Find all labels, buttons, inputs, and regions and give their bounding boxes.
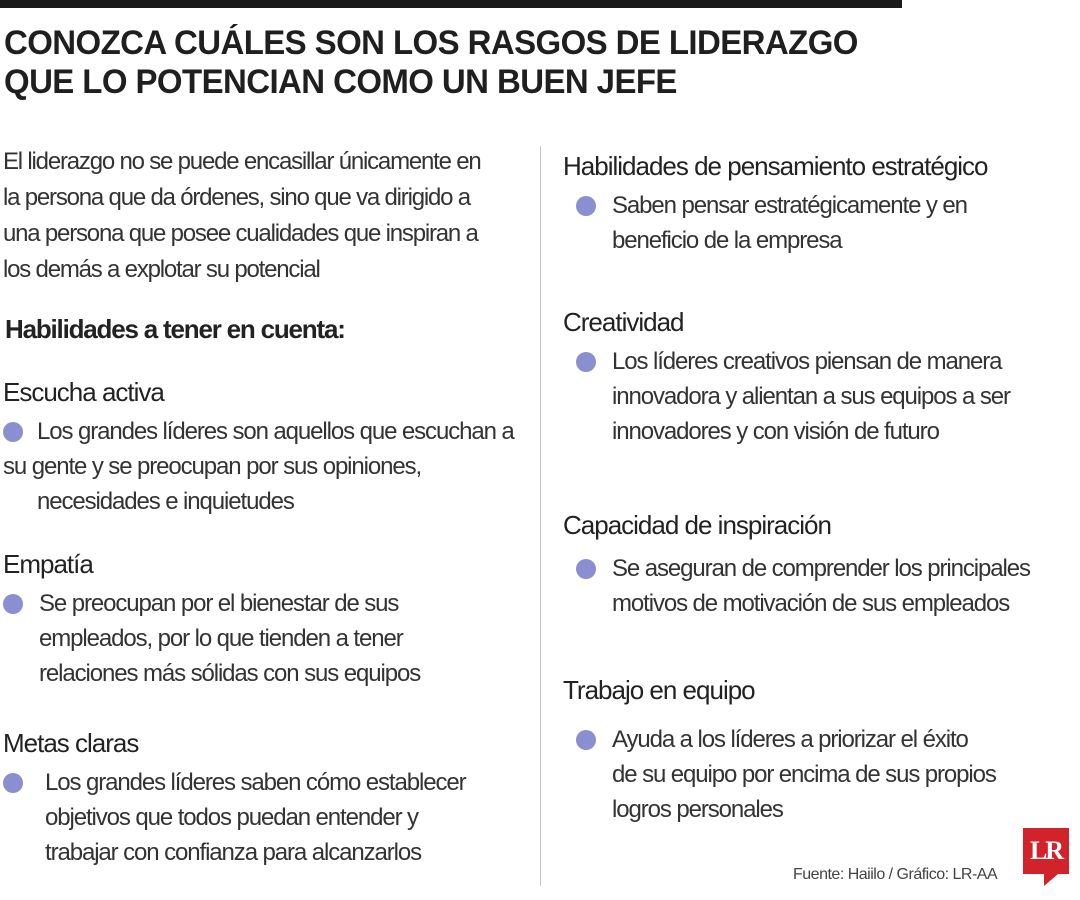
section-title: Creatividad bbox=[563, 307, 684, 337]
bullet-dot-icon bbox=[576, 196, 596, 216]
lr-logo-tail bbox=[1044, 874, 1058, 886]
section-title: Habilidades de pensamiento estratégico bbox=[563, 151, 988, 181]
section-empatia bbox=[3, 546, 523, 691]
bullet-line: trabajar con confianza para alcanzarlos bbox=[45, 839, 422, 866]
title-line-2: QUE LO POTENCIAN COMO UN BUEN JEFE bbox=[4, 63, 677, 101]
bullet-text bbox=[563, 344, 1063, 449]
bullet-line: Se aseguran de comprender los principales bbox=[612, 555, 1030, 582]
intro-paragraph bbox=[3, 144, 523, 288]
bullet-line: motivos de motivación de sus empleados bbox=[612, 590, 1010, 617]
bullet-line: Los líderes creativos piensan de manera bbox=[612, 348, 1002, 375]
bullet-line: su gente y se preocupan por sus opiniones, bbox=[3, 453, 422, 480]
section-title: Metas claras bbox=[3, 728, 139, 758]
title-line-1: CONOZCA CUÁLES SON LOS RASGOS DE LIDERAZGO bbox=[4, 24, 858, 62]
section-title: Empatía bbox=[3, 549, 93, 579]
bullet-item bbox=[3, 765, 523, 870]
bullet-text bbox=[3, 414, 523, 519]
bullet-item bbox=[563, 188, 1063, 258]
section-title: Capacidad de inspiración bbox=[563, 510, 831, 540]
bullet-line: Se preocupan por el bienestar de sus bbox=[39, 590, 399, 617]
bullet-line: innovadores y con visión de futuro bbox=[612, 418, 939, 445]
bullet-item bbox=[3, 586, 523, 691]
top-rule bbox=[0, 0, 902, 8]
bullet-dot-icon bbox=[576, 730, 596, 750]
bullet-dot-icon bbox=[576, 559, 596, 579]
source-credit: Fuente: Haiilo / Gráfico: LR-AA bbox=[793, 866, 998, 883]
section-pensamiento-estrategico bbox=[563, 148, 1063, 258]
bullet-line: Saben pensar estratégicamente y en bbox=[612, 192, 967, 219]
bullet-text bbox=[563, 551, 1063, 621]
bullet-dot-icon bbox=[3, 594, 23, 614]
bullet-line: beneficio de la empresa bbox=[612, 227, 842, 254]
section-creatividad bbox=[563, 304, 1063, 449]
bullet-line: empleados, por lo que tienden a tener bbox=[39, 625, 403, 652]
bullet-item bbox=[563, 551, 1063, 621]
intro-line: una persona que posee cualidades que inspiran a bbox=[3, 220, 478, 247]
bullet-item bbox=[563, 344, 1063, 449]
section-trabajo-equipo bbox=[563, 672, 1063, 827]
bullet-line: logros personales bbox=[612, 796, 783, 823]
bullet-text bbox=[3, 586, 523, 691]
section-title: Escucha activa bbox=[3, 377, 164, 407]
lr-logo: LR bbox=[1023, 828, 1069, 874]
page-title bbox=[4, 24, 1032, 102]
bullet-text bbox=[563, 722, 1063, 827]
bullet-item bbox=[3, 414, 523, 519]
bullet-text bbox=[563, 188, 1063, 258]
bullet-line: necesidades e inquietudes bbox=[37, 488, 294, 515]
section-metas-claras bbox=[3, 725, 523, 870]
bullet-dot-icon bbox=[576, 352, 596, 372]
bullet-text bbox=[3, 765, 523, 870]
bullet-line: relaciones más sólidas con sus equipos bbox=[39, 660, 421, 687]
intro-line: los demás a explotar su potencial bbox=[3, 256, 320, 283]
bullet-item bbox=[563, 722, 1063, 827]
bullet-line: innovadora y alientan a sus equipos a ser bbox=[612, 383, 1010, 410]
bullet-line: objetivos que todos puedan entender y bbox=[45, 804, 418, 831]
intro-line: la persona que da órdenes, sino que va dirigido a bbox=[3, 184, 470, 211]
bullet-dot-icon bbox=[3, 773, 23, 793]
section-escucha-activa bbox=[3, 374, 523, 519]
bullet-dot-icon bbox=[3, 422, 23, 442]
section-title: Trabajo en equipo bbox=[563, 675, 755, 705]
bullet-line: Los grandes líderes son aquellos que escuchan a bbox=[37, 418, 514, 445]
bullet-line: Ayuda a los líderes a priorizar el éxito bbox=[612, 726, 968, 753]
section-capacidad-inspiracion bbox=[563, 507, 1063, 621]
bullet-line: de su equipo por encima de sus propios bbox=[612, 761, 996, 788]
column-divider bbox=[540, 146, 541, 886]
bullet-line: Los grandes líderes saben cómo establecer bbox=[45, 769, 466, 796]
intro-line: El liderazgo no se puede encasillar únicamente en bbox=[3, 148, 481, 175]
skills-subhead: Habilidades a tener en cuenta: bbox=[5, 314, 345, 344]
